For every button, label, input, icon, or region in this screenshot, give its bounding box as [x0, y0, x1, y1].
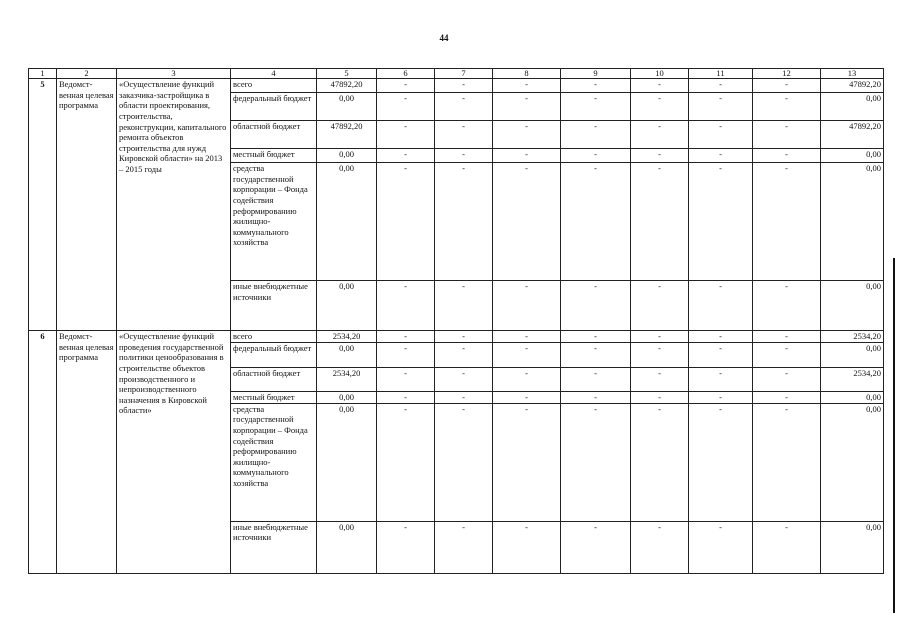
program-type: Ведомст-венная целевая программа	[57, 79, 117, 331]
amount-col11: -	[689, 368, 753, 392]
amount-col11: -	[689, 93, 753, 121]
amount-col10: -	[631, 392, 689, 404]
amount-col11: -	[689, 149, 753, 163]
funding-source: федеральный бюджет	[231, 93, 317, 121]
amount-col5: 0,00	[317, 93, 377, 121]
amount-col7: -	[435, 331, 493, 343]
amount-col10: -	[631, 403, 689, 521]
amount-col10: -	[631, 79, 689, 93]
row-number: 6	[29, 331, 57, 574]
funding-source: местный бюджет	[231, 392, 317, 404]
amount-col10: -	[631, 331, 689, 343]
amount-col12: -	[753, 368, 821, 392]
amount-col7: -	[435, 392, 493, 404]
amount-col11: -	[689, 121, 753, 149]
amount-col8: -	[493, 343, 561, 368]
margin-rule	[893, 258, 895, 613]
amount-col7: -	[435, 281, 493, 331]
amount-col13: 0,00	[821, 163, 884, 281]
amount-col7: -	[435, 93, 493, 121]
amount-col9: -	[561, 331, 631, 343]
amount-col13: 47892,20	[821, 121, 884, 149]
amount-col9: -	[561, 149, 631, 163]
column-number: 8	[493, 69, 561, 79]
amount-col12: -	[753, 93, 821, 121]
amount-col13: 0,00	[821, 149, 884, 163]
amount-col13: 2534,20	[821, 368, 884, 392]
amount-col11: -	[689, 331, 753, 343]
amount-col9: -	[561, 343, 631, 368]
amount-col10: -	[631, 149, 689, 163]
amount-col9: -	[561, 79, 631, 93]
amount-col12: -	[753, 149, 821, 163]
amount-col5: 0,00	[317, 149, 377, 163]
column-number: 12	[753, 69, 821, 79]
amount-col12: -	[753, 521, 821, 573]
amount-col6: -	[377, 392, 435, 404]
column-number: 5	[317, 69, 377, 79]
budget-table	[28, 68, 884, 574]
amount-col9: -	[561, 163, 631, 281]
amount-col8: -	[493, 163, 561, 281]
amount-col7: -	[435, 403, 493, 521]
amount-col8: -	[493, 149, 561, 163]
amount-col5: 2534,20	[317, 368, 377, 392]
column-number: 2	[57, 69, 117, 79]
amount-col13: 0,00	[821, 93, 884, 121]
amount-col12: -	[753, 392, 821, 404]
amount-col6: -	[377, 331, 435, 343]
amount-col10: -	[631, 163, 689, 281]
column-number: 6	[377, 69, 435, 79]
amount-col13: 0,00	[821, 343, 884, 368]
page-number: 44	[439, 33, 449, 43]
amount-col11: -	[689, 163, 753, 281]
funding-source: всего	[231, 331, 317, 343]
amount-col6: -	[377, 93, 435, 121]
row-number: 5	[29, 79, 57, 331]
amount-col10: -	[631, 343, 689, 368]
amount-col12: -	[753, 403, 821, 521]
column-number: 11	[689, 69, 753, 79]
amount-col9: -	[561, 281, 631, 331]
amount-col8: -	[493, 93, 561, 121]
amount-col13: 0,00	[821, 392, 884, 404]
amount-col8: -	[493, 79, 561, 93]
amount-col10: -	[631, 93, 689, 121]
amount-col11: -	[689, 281, 753, 331]
amount-col6: -	[377, 281, 435, 331]
amount-col9: -	[561, 392, 631, 404]
amount-col11: -	[689, 343, 753, 368]
amount-col6: -	[377, 149, 435, 163]
column-number: 1	[29, 69, 57, 79]
amount-col12: -	[753, 121, 821, 149]
amount-col6: -	[377, 121, 435, 149]
amount-col8: -	[493, 281, 561, 331]
column-number: 9	[561, 69, 631, 79]
amount-col12: -	[753, 281, 821, 331]
amount-col8: -	[493, 121, 561, 149]
amount-col5: 0,00	[317, 521, 377, 573]
amount-col6: -	[377, 163, 435, 281]
program-name: «Осуществление функций заказчика-застройщика в области проектирования, строительства, реконструкции, капитального ремонта объектов строительства для нужд Кировской области» на 2013 – 2015 годы	[117, 79, 231, 331]
funding-source: иные внебюджетные источники	[231, 521, 317, 573]
amount-col13: 0,00	[821, 521, 884, 573]
amount-col8: -	[493, 392, 561, 404]
amount-col8: -	[493, 331, 561, 343]
amount-col13: 2534,20	[821, 331, 884, 343]
funding-source: областной бюджет	[231, 368, 317, 392]
funding-source: федеральный бюджет	[231, 343, 317, 368]
amount-col7: -	[435, 79, 493, 93]
funding-source: областной бюджет	[231, 121, 317, 149]
amount-col5: 0,00	[317, 281, 377, 331]
amount-col7: -	[435, 343, 493, 368]
funding-source: средства государственной корпорации – Фонда содействия реформированию жилищно-коммунального хозяйства	[231, 403, 317, 521]
column-number: 7	[435, 69, 493, 79]
amount-col6: -	[377, 403, 435, 521]
program-name: «Осуществление функций проведения государственной политики ценообразования в строительстве объектов производственного и непроизводственного назначения в Кировской области»	[117, 331, 231, 574]
amount-col10: -	[631, 121, 689, 149]
amount-col13: 47892,20	[821, 79, 884, 93]
amount-col9: -	[561, 121, 631, 149]
amount-col5: 0,00	[317, 403, 377, 521]
amount-col7: -	[435, 121, 493, 149]
column-number: 4	[231, 69, 317, 79]
amount-col11: -	[689, 79, 753, 93]
amount-col5: 2534,20	[317, 331, 377, 343]
amount-col9: -	[561, 93, 631, 121]
amount-col7: -	[435, 149, 493, 163]
amount-col8: -	[493, 403, 561, 521]
amount-col6: -	[377, 343, 435, 368]
funding-source: средства государственной корпорации – Фонда содействия реформированию жилищно-коммунального хозяйства	[231, 163, 317, 281]
amount-col11: -	[689, 521, 753, 573]
column-number: 13	[821, 69, 884, 79]
amount-col11: -	[689, 403, 753, 521]
amount-col5: 0,00	[317, 392, 377, 404]
amount-col11: -	[689, 392, 753, 404]
amount-col12: -	[753, 343, 821, 368]
program-type: Ведомст-венная целевая программа	[57, 331, 117, 574]
table-row	[29, 331, 884, 343]
amount-col13: 0,00	[821, 281, 884, 331]
amount-col10: -	[631, 281, 689, 331]
funding-source: иные внебюджетные источники	[231, 281, 317, 331]
amount-col9: -	[561, 368, 631, 392]
amount-col12: -	[753, 79, 821, 93]
amount-col7: -	[435, 163, 493, 281]
amount-col12: -	[753, 163, 821, 281]
funding-source: всего	[231, 79, 317, 93]
amount-col8: -	[493, 521, 561, 573]
amount-col5: 0,00	[317, 343, 377, 368]
amount-col8: -	[493, 368, 561, 392]
amount-col9: -	[561, 403, 631, 521]
amount-col12: -	[753, 331, 821, 343]
amount-col5: 47892,20	[317, 121, 377, 149]
amount-col10: -	[631, 368, 689, 392]
amount-col5: 47892,20	[317, 79, 377, 93]
amount-col6: -	[377, 368, 435, 392]
column-number: 10	[631, 69, 689, 79]
amount-col10: -	[631, 521, 689, 573]
column-number: 3	[117, 69, 231, 79]
table-row	[29, 79, 884, 93]
amount-col9: -	[561, 521, 631, 573]
funding-source: местный бюджет	[231, 149, 317, 163]
amount-col5: 0,00	[317, 163, 377, 281]
amount-col7: -	[435, 521, 493, 573]
amount-col13: 0,00	[821, 403, 884, 521]
column-number-row	[29, 69, 884, 79]
amount-col6: -	[377, 79, 435, 93]
amount-col6: -	[377, 521, 435, 573]
amount-col7: -	[435, 368, 493, 392]
